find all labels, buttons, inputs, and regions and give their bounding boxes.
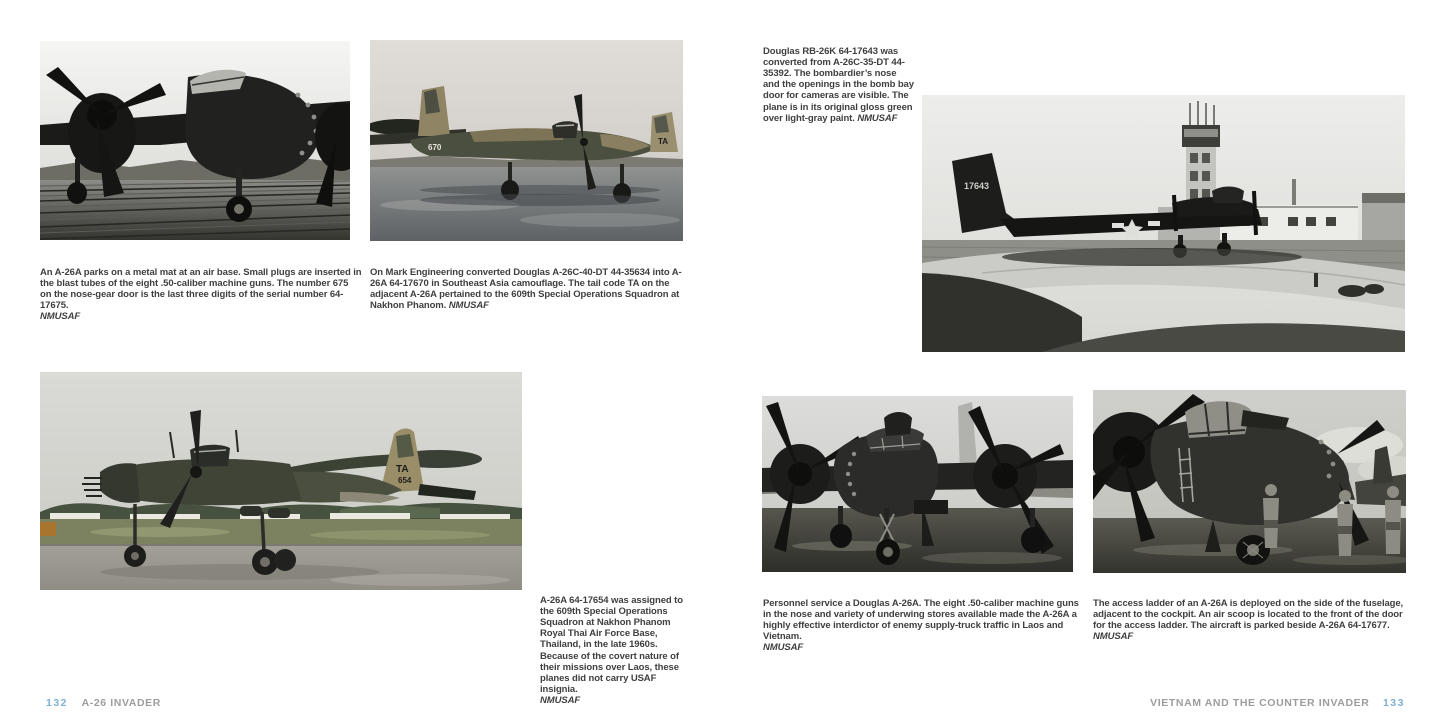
photo1-metal-mat-ground <box>40 180 350 240</box>
caption-ladder-text: The access ladder of an A-26A is deployed on the side of the fuselage, adjacent to the cockpit. An air scoop is located to the front of the door for the access ladder. The aircraft is parked beside A-26A 64-17677. <box>1093 597 1404 631</box>
caption-metal-mat <box>40 267 362 323</box>
left-page-footer <box>46 697 161 709</box>
right-page-footer <box>1150 697 1405 709</box>
caption-on-mark-credit: NMUSAF <box>448 300 489 312</box>
caption-rb26k <box>763 46 915 124</box>
photo-a26a-access-ladder <box>1093 390 1406 573</box>
right-page-number: 133 <box>1382 697 1405 709</box>
photo-a26a-64-17654-thailand <box>40 372 522 590</box>
caption-ladder-credit: NMUSAF <box>1093 631 1134 643</box>
caption-on-mark-text: On Mark Engineering converted Douglas A-26C-40-DT 44-35634 into A-26A 64-17670 in Southeast Asia camouflage. The tail code TA on the adjacent A-26A pertained to the 609th Special Operations Squadron at Nakhon Phanom. <box>370 266 682 312</box>
caption-metal-mat-text: An A-26A parks on a metal mat at an air base. Small plugs are inserted in the blast tubes of the eight .50-caliber machine guns. The number 675 on the nose-gear door is the last three digits of the serial number 64-17675. <box>40 266 362 312</box>
caption-rb26k-credit: NMUSAF <box>857 112 898 124</box>
left-page-number: 132 <box>46 697 69 709</box>
photo2-fuselage-number: 670 <box>428 143 442 152</box>
left-running-header: A-26 INVADER <box>81 697 161 709</box>
photo4-tail-code: TA <box>396 464 409 475</box>
caption-thailand-text: A-26A 64-17654 was assigned to the 609th Special Operations Squadron at Nakhon Phanom Royal Thai Air Force Base, Thailand, in the late 1960s. Because of the covert nature of their missions over Laos, these planes did not carry USAF insignia. <box>540 594 683 696</box>
photo-a26a-personnel-service <box>762 396 1073 572</box>
photo3-tail-number: 17643 <box>964 181 990 191</box>
right-running-header: VIETNAM AND THE COUNTER INVADER <box>1150 697 1370 709</box>
photo-a26a-metal-mat <box>40 41 350 240</box>
photo2-adjacent-tail-code: TA <box>658 137 669 146</box>
caption-metal-mat-credit: NMUSAF <box>40 311 81 323</box>
caption-rb26k-text: Douglas RB-26K 64-17643 was converted from A-26C-35-DT 44-35392. The bombardier’s nose and the openings in the bomb bay door for cameras are visible. The plane is in its original gloss green over light-gray paint. <box>763 45 914 124</box>
photo-rb26k-64-17643-airfield <box>922 95 1405 352</box>
photo-a26a-64-17670-camouflage <box>370 40 683 241</box>
caption-thailand <box>540 595 692 707</box>
caption-personnel <box>763 598 1081 654</box>
caption-personnel-text: Personnel service a Douglas A-26A. The eight .50-caliber machine guns in the nose and variety of underwing stores available made the A-26A a highly effective interdictor of enemy supply-truck traffic in Laos and Vietnam. <box>763 597 1079 643</box>
caption-ladder <box>1093 598 1411 643</box>
photo4-tail-number: 654 <box>398 476 412 485</box>
caption-thailand-credit: NMUSAF <box>540 695 581 707</box>
caption-personnel-credit: NMUSAF <box>763 642 804 654</box>
caption-on-mark <box>370 267 688 312</box>
